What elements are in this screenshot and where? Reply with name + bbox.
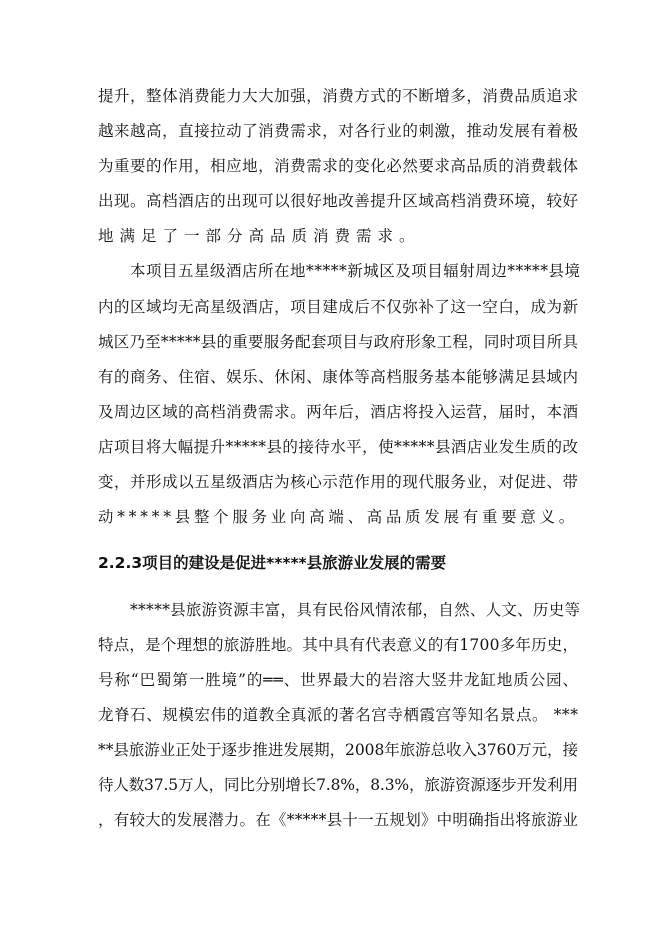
text-line: ，有较大的发展潜力。在《*****县十一五规划》中明确指出将旅游业	[98, 811, 579, 829]
text-line: 有的商务、住宿、娱乐、休闲、康体等高档服务基本能够满足县域内	[98, 368, 579, 386]
text-line: 号称“巴蜀第一胜境”的══、世界最大的岩溶大竖井龙缸地质公园、	[98, 671, 579, 689]
text-line: 待人数37.5万人，同比分别增长7.8%，8.3%，旅游资源逐步开发利用	[98, 776, 578, 794]
text-line: 龙脊石、规模宏伟的道教全真派的著名宫寺栖霞宫等知名景点。 ***	[98, 706, 579, 724]
text-line: **县旅游业正处于逐步推进发展期，2008年旅游总收入3760万元，接	[98, 741, 578, 759]
text-line: 及周边区域的高档消费需求。两年后，酒店将投入运营，届时，本酒	[98, 403, 579, 421]
text-line: 出现。高档酒店的出现可以很好地改善提升区域高档消费环境，较好	[98, 192, 579, 210]
text-line: 提升，整体消费能力大大加强，消费方式的不断增多，消费品质追求	[98, 87, 579, 105]
text-line: 店项目将大幅提升*****县的接待水平，使*****县酒店业发生质的改	[98, 438, 579, 456]
text-line: *****县旅游资源丰富，具有民俗风情浓郁，自然、人文、历史等	[130, 601, 581, 619]
text-line: 为重要的作用，相应地，消费需求的变化必然要求高品质的消费载体	[98, 157, 579, 175]
text-line: 城区乃至*****县的重要服务配套项目与政府形象工程，同时项目所具	[98, 333, 579, 351]
text-line: 动*****县整个服务业向高端、高品质发展有重要意义。	[98, 508, 578, 526]
text-line: 变，并形成以五星级酒店为核心示范作用的现代服务业，对促进、带	[98, 473, 579, 491]
text-line: 特点，是个理想的旅游胜地。其中具有代表意义的有1700多年历史，	[98, 636, 579, 654]
text-line: 本项目五星级酒店所在地*****新城区及项目辐射周边*****县境	[130, 262, 581, 280]
section-heading: 2.2.3项目的建设是促进*****县旅游业发展的需要	[98, 554, 447, 572]
text-line: 地满足了一部分高品质消费需求。	[98, 227, 421, 245]
text-line: 越来越高，直接拉动了消费需求，对各行业的刺激，推动发展有着极	[98, 122, 579, 140]
text-line: 内的区域均无高星级酒店，项目建成后不仅弥补了这一空白，成为新	[98, 298, 579, 316]
